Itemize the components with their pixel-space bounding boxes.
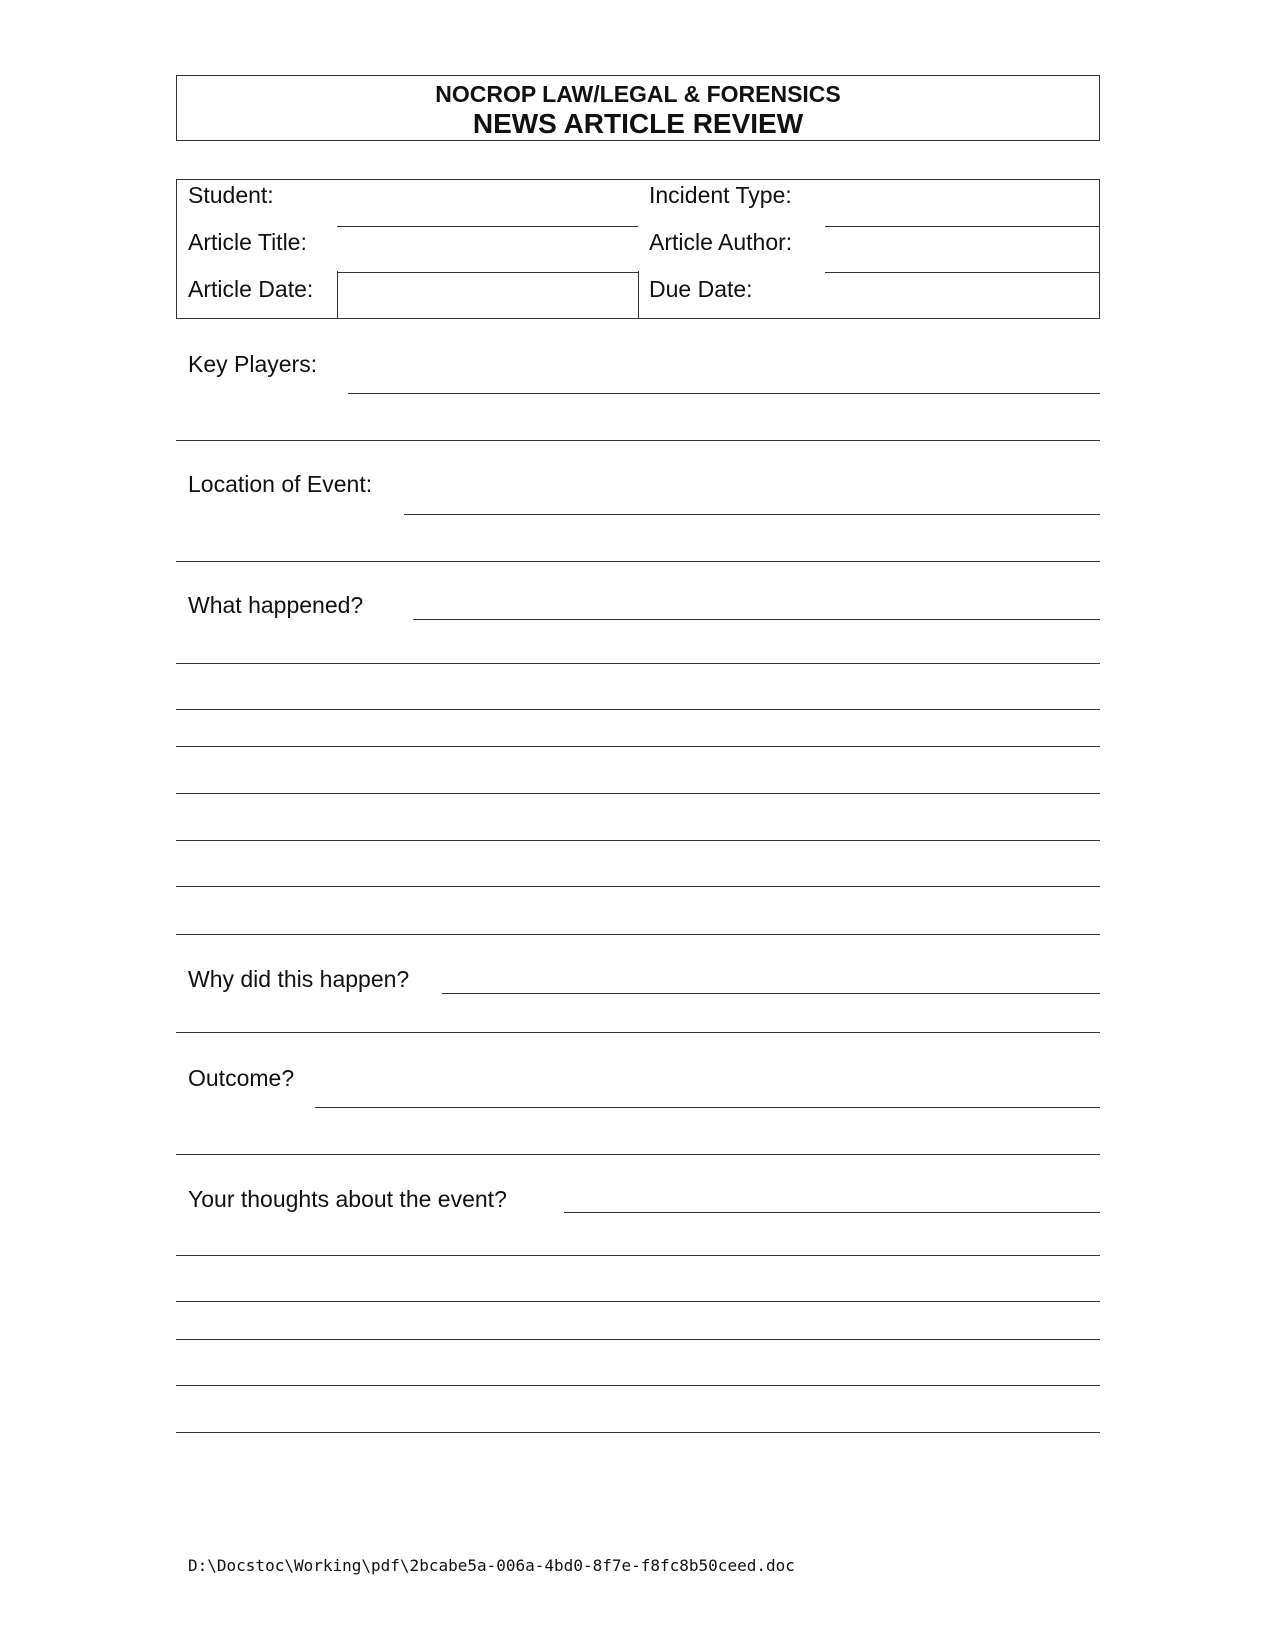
thoughts-line-1[interactable] <box>564 1212 1100 1213</box>
what-happened-line-6[interactable] <box>176 840 1100 841</box>
location-label: Location of Event: <box>188 471 373 497</box>
key-players-line-1[interactable] <box>348 393 1100 394</box>
key-players-label: Key Players: <box>188 351 318 377</box>
article-title-field[interactable] <box>337 272 638 273</box>
due-date-label: Due Date: <box>649 276 753 302</box>
location-line-2[interactable] <box>176 561 1100 562</box>
what-happened-label: What happened? <box>188 592 364 618</box>
thoughts-line-2[interactable] <box>176 1255 1100 1256</box>
info-divider-left <box>337 271 338 319</box>
thoughts-line-4[interactable] <box>176 1339 1100 1340</box>
incident-type-field[interactable] <box>825 226 1100 227</box>
key-players-line-2[interactable] <box>176 440 1100 441</box>
article-author-label: Article Author: <box>649 229 793 255</box>
info-divider-mid <box>638 271 639 319</box>
article-author-field[interactable] <box>825 272 1100 273</box>
thoughts-label: Your thoughts about the event? <box>188 1186 507 1212</box>
article-title-label: Article Title: <box>188 229 307 255</box>
org-name: NOCROP LAW/LEGAL & FORENSICS <box>435 81 841 107</box>
what-happened-line-4[interactable] <box>176 746 1100 747</box>
what-happened-line-3[interactable] <box>176 709 1100 710</box>
thoughts-line-5[interactable] <box>176 1385 1100 1386</box>
what-happened-line-5[interactable] <box>176 793 1100 794</box>
thoughts-line-6[interactable] <box>176 1432 1100 1433</box>
footer-path: D:\Docstoc\Working\pdf\2bcabe5a-006a-4bd0-8f7e-f8fc8b50ceed.doc <box>188 1556 795 1575</box>
why-happened-line-1[interactable] <box>442 993 1100 994</box>
outcome-line-2[interactable] <box>176 1154 1100 1155</box>
incident-type-label: Incident Type: <box>649 182 792 208</box>
location-line-1[interactable] <box>404 514 1100 515</box>
student-label: Student: <box>188 182 274 208</box>
what-happened-line-8[interactable] <box>176 934 1100 935</box>
why-happened-line-2[interactable] <box>176 1032 1100 1033</box>
what-happened-line-7[interactable] <box>176 886 1100 887</box>
article-date-label: Article Date: <box>188 276 314 302</box>
title-box <box>176 75 1100 141</box>
form-title: NEWS ARTICLE REVIEW <box>472 108 804 139</box>
what-happened-line-2[interactable] <box>176 663 1100 664</box>
outcome-label: Outcome? <box>188 1065 295 1091</box>
why-happened-label: Why did this happen? <box>188 966 410 992</box>
thoughts-line-3[interactable] <box>176 1301 1100 1302</box>
student-field[interactable] <box>337 226 638 227</box>
what-happened-line-1[interactable] <box>413 619 1100 620</box>
outcome-line-1[interactable] <box>315 1107 1100 1108</box>
